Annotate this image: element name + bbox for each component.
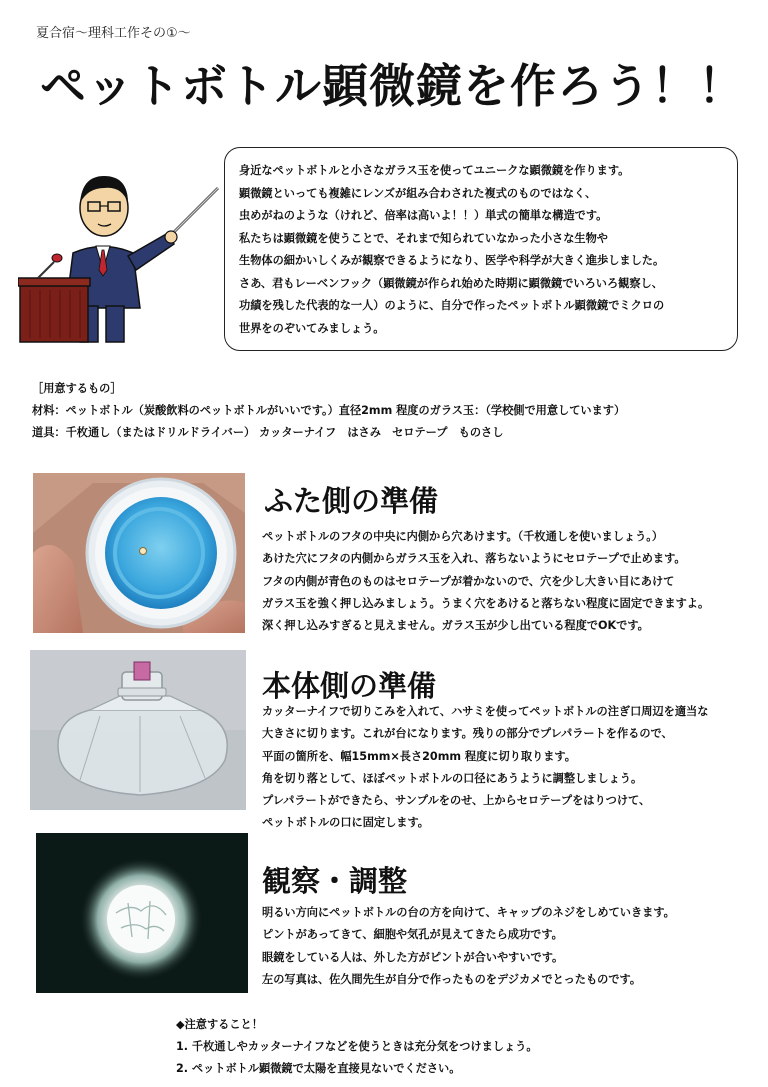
section-title-body: 本体側の準備 <box>262 669 437 703</box>
intro-line: 世界をのぞいてみましょう。 <box>239 321 385 335</box>
intro-line: 私たちは顕微鏡を使うことで、それまで知られていなかった小さな生物や <box>239 231 608 245</box>
intro-speech-box <box>224 147 738 351</box>
microscope-view-photo <box>36 833 248 993</box>
section-line: ガラス玉を強く押し込みましょう。うまく穴をあけると落ちない程度に固定できますよ。 <box>262 596 710 610</box>
caution-list <box>176 1014 538 1080</box>
intro-line: 虫めがねのような（けれど、倍率は高いよ！！）単式の簡単な構造です。 <box>239 209 608 222</box>
page-subtitle: 夏合宿～理科工作その①～ <box>36 26 191 41</box>
section-line: 眼鏡をしている人は、外した方がピントが合いやすいです。 <box>262 950 564 964</box>
intro-line: さあ、君もレーベンフック（顕微鏡が作られ始めた時期に顕微鏡でいろいろ観察し、 <box>239 276 663 290</box>
intro-line: 生物体の細かいしくみが観察できるようになり、医学や科学が大きく進歩しました。 <box>239 254 665 267</box>
caution-heading: ◆注意すること！ <box>176 1018 263 1031</box>
section-line: 角を切り落として、ほぼペットボトルの口径にあうように調整しましょう。 <box>262 771 643 785</box>
caution-item: 2. ペットボトル顕微鏡で太陽を直接見ないでください。 <box>176 1062 461 1075</box>
section-body-cap <box>262 526 709 637</box>
materials-line: 材料：ペットボトル（炭酸飲料のペットボトルがいいです。）直径2mm 程度のガラス玉：（学校側で用意しています） <box>32 404 626 417</box>
teacher-pointing-icon <box>18 158 228 348</box>
caution-item: 1. 千枚通しやカッターナイフなどを使うときは充分気をつけましょう。 <box>176 1040 538 1053</box>
section-line: 深く押し込みすぎると見えません。ガラス玉が少し出ている程度でOKです。 <box>262 619 649 633</box>
cap-photo <box>33 473 245 633</box>
section-title-cap: ふた側の準備 <box>264 484 439 518</box>
section-title-observe: 観察・調整 <box>262 864 408 898</box>
section-line: ペットボトルの口に固定します。 <box>262 816 429 830</box>
section-line: 大きさに切ります。これが台になります。残りの部分でプレパラートを作るので、 <box>262 727 673 741</box>
section-line: 平面の箇所を、幅15mm×長さ20mm 程度に切り取ります。 <box>262 749 576 763</box>
teacher-illustration <box>18 158 228 348</box>
bottle-body-photo <box>30 650 246 810</box>
section-line: あけた穴にフタの内側からガラス玉を入れ、落ちないようにセロテープで止めます。 <box>262 552 686 566</box>
intro-line: 身近なペットボトルと小さなガラス玉を使ってユニークな顕微鏡を作ります。 <box>239 164 630 177</box>
section-line: フタの内側が青色のものはセロテープが着かないので、穴を少し大きい目にあけて <box>262 574 675 588</box>
intro-line: 功績を残した代表的な一人）のように、自分で作ったペットボトル顕微鏡でミクロの <box>239 299 665 312</box>
section-line: 左の写真は、佐久間先生が自分で作ったものをデジカメでとったものです。 <box>262 972 642 986</box>
tools-line: 道具：千枚通し（またはドリルドライバー） カッターナイフ はさみ セロテープ ものさし <box>32 426 504 439</box>
materials-list <box>32 378 625 444</box>
section-body-observe <box>262 902 675 991</box>
section-line: プレパラートができたら、サンプルをのせ、上からセロテープをはりつけて、 <box>262 794 651 808</box>
section-line: 明るい方向にペットボトルの台の方を向けて、キャップのネジをしめていきます。 <box>262 906 675 919</box>
section-line: ペットボトルのフタの中央に内側から穴あけます。（千枚通しを使いましょう。） <box>262 530 664 543</box>
section-line: ピントがあってきて、細胞や気孔が見えてきたら成功です。 <box>262 928 563 942</box>
section-body-body <box>262 701 708 835</box>
section-line: カッターナイフで切りこみを入れて、ハサミを使ってペットボトルの注ぎ口周辺を適当な <box>262 705 709 718</box>
page-title: ペットボトル顕微鏡を作ろう！！ <box>40 59 745 113</box>
intro-line: 顕微鏡といっても複雑にレンズが組み合わされた複式のものではなく、 <box>239 186 597 200</box>
materials-heading: ［用意するもの］ <box>32 382 122 395</box>
